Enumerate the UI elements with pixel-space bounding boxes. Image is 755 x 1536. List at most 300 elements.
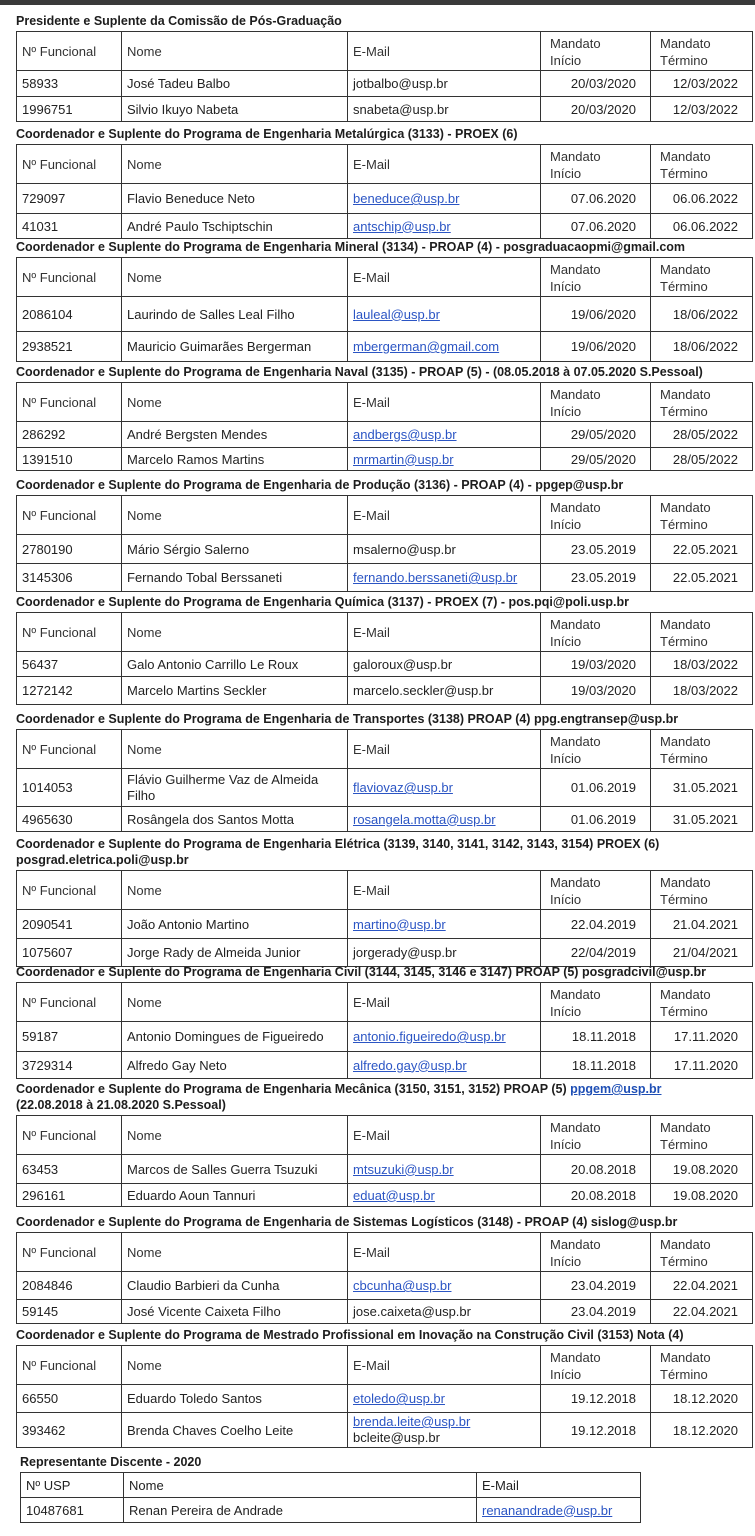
header-text: Término xyxy=(660,517,708,532)
termino-value: 22.05.2021 xyxy=(672,541,738,557)
email-link[interactable]: renanandrade@usp.br xyxy=(482,1502,613,1518)
cell-inicio xyxy=(541,677,651,705)
header-inicio xyxy=(541,1346,651,1385)
nome-value: Jorge Rady de Almeida Junior xyxy=(127,945,301,960)
members-table xyxy=(16,1115,753,1207)
cell-inicio xyxy=(541,214,651,239)
nome-value: Laurindo de Salles Leal Filho xyxy=(127,306,295,322)
nome-value: José Tadeu Balbo xyxy=(127,76,231,91)
header-text: Término xyxy=(660,1254,708,1269)
cell-email xyxy=(348,1052,541,1079)
cell-email xyxy=(348,1385,541,1413)
cell-email xyxy=(348,1272,541,1300)
funcional-value: 729097 xyxy=(22,191,66,206)
cell-email xyxy=(348,297,541,332)
header-termino xyxy=(651,1116,753,1155)
inicio-value: 19.12.2018 xyxy=(570,1391,636,1406)
termino-value: 31.05.2021 xyxy=(672,811,738,827)
email-link[interactable]: fernando.berssaneti@usp.br xyxy=(353,570,518,585)
header-termino xyxy=(651,1346,753,1385)
header-text: Nome xyxy=(127,625,162,640)
cell-nome xyxy=(122,1413,348,1448)
email-link[interactable]: jorgerady@usp.br xyxy=(353,945,457,960)
header-nome xyxy=(122,145,348,184)
cell-inicio xyxy=(541,97,651,122)
cell-termino xyxy=(651,422,753,448)
section-title-text: Coordenador e Suplente do Programa de Engenharia Elétrica (3139, 3140, 3141, 3142, 3143, 3154) PROEX (6) xyxy=(16,837,660,851)
discente-title-text: Representante Discente - 2020 xyxy=(20,1455,202,1469)
discente-title xyxy=(20,1454,755,1470)
email-link[interactable]: marcelo.seckler@usp.br xyxy=(353,683,494,698)
header-text: Nº Funcional xyxy=(22,1358,97,1373)
header-nome xyxy=(122,1233,348,1272)
cell-nome xyxy=(122,535,348,564)
header-text: E-Mail xyxy=(353,625,390,640)
cell-nome xyxy=(122,184,348,214)
inicio-value: 20.08.2018 xyxy=(570,1187,636,1203)
top-border xyxy=(0,0,755,5)
termino-value: 19.08.2020 xyxy=(672,1161,738,1177)
termino-value: 22.04.2021 xyxy=(672,1304,738,1319)
header-text: E-Mail xyxy=(353,1358,390,1373)
nome-value: Galo Antonio Carrillo Le Roux xyxy=(127,656,299,672)
nome-value: Alfredo Gay Neto xyxy=(127,1057,227,1073)
header-email xyxy=(348,383,541,422)
header-email xyxy=(348,496,541,535)
section-title-link[interactable]: ppgem@usp.br xyxy=(570,1082,662,1096)
header-text: Nº Funcional xyxy=(22,270,97,285)
inicio-value: 20.08.2018 xyxy=(570,1161,636,1177)
email-link[interactable]: antschip@usp.br xyxy=(353,218,451,234)
header-termino xyxy=(651,983,753,1022)
table-row xyxy=(17,448,753,471)
funcional-value: 56437 xyxy=(22,656,59,672)
table-header-row xyxy=(17,383,753,422)
header-text: E-Mail xyxy=(353,44,390,59)
inicio-value: 07.06.2020 xyxy=(570,218,636,234)
header-text: Nº Funcional xyxy=(22,883,97,898)
section-title-text: Coordenador e Suplente do Programa de Mestrado Profissional em Inovação na Construção Civil (3153) Nota (4) xyxy=(16,1328,684,1342)
cell-funcional xyxy=(17,769,122,807)
cell-email xyxy=(348,677,541,705)
cell-funcional xyxy=(17,422,122,448)
header-termino xyxy=(651,613,753,652)
header-text: Início xyxy=(550,1254,582,1269)
email-link[interactable]: martino@usp.br xyxy=(353,916,446,932)
cell-inicio xyxy=(541,71,651,97)
email-link[interactable]: galoroux@usp.br xyxy=(353,656,453,672)
email-link[interactable]: eduat@usp.br xyxy=(353,1187,435,1203)
nome-value: Renan Pereira de Andrade xyxy=(129,1502,283,1518)
cell-email xyxy=(348,422,541,448)
members-table xyxy=(16,870,753,967)
termino-value: 28/05/2022 xyxy=(672,451,738,467)
cell-inicio xyxy=(541,297,651,332)
section-title xyxy=(16,836,755,852)
section-title xyxy=(16,964,755,980)
header-text: Mandato xyxy=(660,1237,711,1252)
funcional-value: 66550 xyxy=(22,1391,59,1406)
funcional-value: 1075607 xyxy=(22,945,73,960)
section-title xyxy=(16,1081,755,1097)
inicio-value: 19/06/2020 xyxy=(570,339,636,354)
cell-inicio xyxy=(541,1184,651,1207)
cell-termino xyxy=(651,332,753,362)
cell-inicio xyxy=(541,184,651,214)
cell-funcional xyxy=(17,652,122,677)
cell-email xyxy=(348,652,541,677)
header-inicio xyxy=(541,496,651,535)
cell-email xyxy=(348,910,541,939)
funcional-value: 3145306 xyxy=(22,570,73,585)
section-title-text: Coordenador e Suplente do Programa de Engenharia Metalúrgica (3133) - PROEX (6) xyxy=(16,127,518,141)
discente-section xyxy=(20,1454,755,1523)
cell-nome xyxy=(122,910,348,939)
table-row xyxy=(17,1155,753,1184)
inicio-value: 23.04.2019 xyxy=(570,1278,636,1293)
section-title xyxy=(16,477,755,493)
cell-email xyxy=(348,184,541,214)
header-termino xyxy=(651,145,753,184)
header-text: Início xyxy=(550,1137,582,1152)
header-text: Início xyxy=(550,751,582,766)
header-text: Nº Funcional xyxy=(22,625,97,640)
cell-termino xyxy=(651,1413,753,1448)
table-row xyxy=(17,1413,753,1448)
cell-inicio xyxy=(541,332,651,362)
header-email xyxy=(348,983,541,1022)
section-subtitle-text: posgrad.eletrica.poli@usp.br xyxy=(16,853,189,867)
cell-nome xyxy=(122,769,348,807)
header-text: E-Mail xyxy=(353,270,390,285)
table-row xyxy=(17,677,753,705)
table-row xyxy=(17,939,753,967)
cell-email xyxy=(348,332,541,362)
header-text: Nome xyxy=(127,883,162,898)
termino-value: 17.11.2020 xyxy=(673,1057,738,1073)
program-section xyxy=(16,13,755,122)
header-text: Mandato xyxy=(550,1350,601,1365)
section-title xyxy=(16,239,755,255)
email-secondary[interactable]: bcleite@usp.br xyxy=(353,1430,440,1445)
header-text: Nº Funcional xyxy=(22,157,97,172)
cell-nome xyxy=(122,1385,348,1413)
cell-email xyxy=(348,939,541,967)
termino-value: 12/03/2022 xyxy=(672,101,738,117)
header-inicio xyxy=(541,1116,651,1155)
email-link[interactable]: lauleal@usp.br xyxy=(353,306,440,322)
cell-termino xyxy=(651,297,753,332)
section-title-text: Coordenador e Suplente do Programa de Engenharia Química (3137) - PROEX (7) - pos.pqi@poli.usp.br xyxy=(16,595,629,609)
table-row xyxy=(17,1385,753,1413)
cell-funcional xyxy=(17,1052,122,1079)
cell-inicio xyxy=(541,422,651,448)
funcional-value: 2090541 xyxy=(22,916,73,932)
cell-funcional xyxy=(17,184,122,214)
funcional-value: 1996751 xyxy=(22,101,73,117)
nome-value: André Paulo Tschiptschin xyxy=(127,218,273,234)
header-nome xyxy=(124,1473,477,1498)
cell-funcional xyxy=(17,297,122,332)
members-table xyxy=(16,612,753,705)
header-funcional xyxy=(17,730,122,769)
section-title-text: Coordenador e Suplente do Programa de Engenharia de Sistemas Logísticos (3148) - PROAP (4) sislog@usp.br xyxy=(16,1215,678,1229)
cell-inicio xyxy=(541,910,651,939)
cell-termino xyxy=(651,1300,753,1324)
header-text: Mandato xyxy=(550,36,601,51)
program-section xyxy=(16,126,755,239)
cell-nome xyxy=(122,1272,348,1300)
cell-inicio xyxy=(541,769,651,807)
funcional-value: 1272142 xyxy=(22,683,73,698)
header-nome xyxy=(122,613,348,652)
section-title-text: Coordenador e Suplente do Programa de Engenharia Mineral (3134) - PROAP (4) - posgraduacaopmi@gmail.com xyxy=(16,240,686,254)
header-funcional xyxy=(17,145,122,184)
nome-value: Flávio Guilherme Vaz de Almeida Filho xyxy=(127,771,319,803)
cell-nome xyxy=(122,807,348,832)
cell-nome xyxy=(122,448,348,471)
inicio-value: 01.06.2019 xyxy=(570,780,636,795)
header-inicio xyxy=(541,730,651,769)
termino-value: 19.08.2020 xyxy=(672,1187,738,1203)
inicio-value: 19/03/2020 xyxy=(570,683,636,698)
inicio-value: 23.04.2019 xyxy=(570,1304,636,1319)
section-title-text: Coordenador e Suplente do Programa de Engenharia Mecânica (3150, 3151, 3152) PROAP (5) xyxy=(16,1082,567,1096)
table-header-row xyxy=(17,1233,753,1272)
cell-funcional xyxy=(17,535,122,564)
cell-termino xyxy=(651,214,753,239)
table-header-row xyxy=(17,258,753,297)
table-row xyxy=(17,1022,753,1052)
section-subtitle xyxy=(16,1097,755,1113)
header-text: Término xyxy=(660,166,708,181)
email-link[interactable]: beneduce@usp.br xyxy=(353,191,460,206)
cell-termino xyxy=(651,448,753,471)
table-header-row xyxy=(17,496,753,535)
inicio-value: 22/04/2019 xyxy=(570,945,636,960)
header-text: Mandato xyxy=(660,987,711,1002)
email-link[interactable]: etoledo@usp.br xyxy=(353,1391,445,1406)
section-subtitle xyxy=(16,852,755,868)
termino-value: 31.05.2021 xyxy=(672,780,738,795)
header-text: Início xyxy=(550,1004,582,1019)
funcional-value: 63453 xyxy=(22,1161,59,1177)
program-section xyxy=(16,239,755,362)
header-text: E-Mail xyxy=(353,157,390,172)
section-title xyxy=(16,594,755,610)
nome-value: Antonio Domingues de Figueiredo xyxy=(127,1029,324,1044)
email-link[interactable]: jose.caixeta@usp.br xyxy=(353,1304,471,1319)
cell-inicio xyxy=(541,939,651,967)
nome-value: José Vicente Caixeta Filho xyxy=(127,1304,281,1319)
cell-funcional xyxy=(17,1272,122,1300)
header-email xyxy=(348,613,541,652)
email-link[interactable]: rosangela.motta@usp.br xyxy=(353,811,496,827)
cell-email xyxy=(348,1300,541,1324)
header-text: Nº Funcional xyxy=(22,742,97,757)
funcional-value: 2084846 xyxy=(22,1278,73,1293)
section-subtitle-text: (22.08.2018 à 21.08.2020 S.Pessoal) xyxy=(16,1098,226,1112)
email-link[interactable]: jotbalbo@usp.br xyxy=(353,76,448,91)
cell-termino xyxy=(651,1155,753,1184)
header-funcional xyxy=(17,383,122,422)
nome-value: Eduardo Toledo Santos xyxy=(127,1391,262,1406)
header-text: Término xyxy=(660,1367,708,1382)
header-text: Mandato xyxy=(550,387,601,402)
termino-value: 21.04.2021 xyxy=(672,916,738,932)
header-nome xyxy=(122,496,348,535)
cell-funcional xyxy=(17,1413,122,1448)
email-link[interactable]: msalerno@usp.br xyxy=(353,541,456,557)
table-header-row xyxy=(17,730,753,769)
termino-value: 06.06.2022 xyxy=(672,191,738,206)
cell-termino xyxy=(651,1052,753,1079)
header-termino xyxy=(651,258,753,297)
table-row xyxy=(17,422,753,448)
cell-email xyxy=(348,564,541,592)
header-text: Mandato xyxy=(550,987,601,1002)
termino-value: 17.11.2020 xyxy=(673,1029,738,1044)
header-text: Nome xyxy=(127,395,162,410)
table-header-row xyxy=(17,983,753,1022)
cell-termino xyxy=(651,1184,753,1207)
table-row xyxy=(17,910,753,939)
header-email xyxy=(348,258,541,297)
header-text: Mandato xyxy=(660,36,711,51)
program-section xyxy=(16,1081,755,1207)
cell-termino xyxy=(651,97,753,122)
cell-funcional xyxy=(17,71,122,97)
header-text: Início xyxy=(550,166,582,181)
cell-funcional xyxy=(17,1385,122,1413)
termino-value: 18.12.2020 xyxy=(672,1422,738,1438)
table-row xyxy=(17,769,753,807)
email-link[interactable]: brenda.leite@usp.br xyxy=(353,1414,471,1429)
cell-nome xyxy=(122,297,348,332)
nome-value: Rosângela dos Santos Motta xyxy=(127,811,294,827)
cell-nome xyxy=(122,1155,348,1184)
header-text: Nome xyxy=(127,1358,162,1373)
header-text: Nome xyxy=(127,1128,162,1143)
header-text: Nome xyxy=(129,1477,164,1493)
nome-value: Eduardo Aoun Tannuri xyxy=(127,1187,256,1203)
header-text: E-Mail xyxy=(353,395,390,410)
header-text: Término xyxy=(660,279,708,294)
nusp-value: 10487681 xyxy=(26,1502,84,1518)
cell-email xyxy=(348,1184,541,1207)
members-table xyxy=(16,982,753,1079)
cell-termino xyxy=(651,1272,753,1300)
cell-inicio xyxy=(541,1272,651,1300)
email-link[interactable]: antonio.figueiredo@usp.br xyxy=(353,1029,506,1044)
cell-email xyxy=(348,71,541,97)
members-table xyxy=(16,257,753,362)
cell-inicio xyxy=(541,1413,651,1448)
table-header-row xyxy=(17,32,753,71)
termino-value: 18.12.2020 xyxy=(672,1391,738,1406)
cell-funcional xyxy=(17,97,122,122)
header-text: Início xyxy=(550,1367,582,1382)
header-text: Mandato xyxy=(550,1120,601,1135)
header-text: Nome xyxy=(127,742,162,757)
funcional-value: 2780190 xyxy=(22,541,73,557)
nome-value: Marcelo Martins Seckler xyxy=(127,683,267,698)
section-title xyxy=(16,1214,755,1230)
cell-nome xyxy=(122,939,348,967)
cell-funcional xyxy=(17,1155,122,1184)
table-row xyxy=(17,564,753,592)
funcional-value: 59187 xyxy=(22,1029,59,1044)
email-link[interactable]: andbergs@usp.br xyxy=(353,427,457,442)
header-text: Início xyxy=(550,53,582,68)
inicio-value: 07.06.2020 xyxy=(570,191,636,206)
header-inicio xyxy=(541,871,651,910)
header-text: Mandato xyxy=(660,500,711,515)
header-termino xyxy=(651,871,753,910)
inicio-value: 23.05.2019 xyxy=(570,541,636,557)
email-link[interactable]: mrmartin@usp.br xyxy=(353,451,454,467)
header-inicio xyxy=(541,258,651,297)
email-link[interactable]: snabeta@usp.br xyxy=(353,101,449,117)
program-section xyxy=(16,711,755,832)
cell-email xyxy=(348,535,541,564)
header-text: E-Mail xyxy=(353,995,390,1010)
cell-funcional xyxy=(17,677,122,705)
email-link[interactable]: mtsuzuki@usp.br xyxy=(353,1161,454,1177)
header-text: Mandato xyxy=(550,262,601,277)
cell-nusp xyxy=(21,1498,124,1523)
termino-value: 06.06.2022 xyxy=(672,218,738,234)
inicio-value: 18.11.2018 xyxy=(571,1057,636,1073)
funcional-value: 59145 xyxy=(22,1304,59,1319)
header-text: Nº USP xyxy=(26,1477,71,1493)
header-text: Mandato xyxy=(550,1237,601,1252)
termino-value: 28/05/2022 xyxy=(672,427,738,442)
header-email xyxy=(348,1346,541,1385)
inicio-value: 20/03/2020 xyxy=(570,76,636,91)
header-nome xyxy=(122,258,348,297)
cell-inicio xyxy=(541,807,651,832)
header-funcional xyxy=(17,613,122,652)
cell-termino xyxy=(651,1385,753,1413)
termino-value: 18/03/2022 xyxy=(672,656,738,672)
members-table xyxy=(16,1232,753,1324)
email-link[interactable]: cbcunha@usp.br xyxy=(353,1278,452,1293)
header-text: E-Mail xyxy=(353,508,390,523)
header-termino xyxy=(651,496,753,535)
funcional-value: 286292 xyxy=(22,427,66,442)
cell-termino xyxy=(651,807,753,832)
table-header-row xyxy=(17,1116,753,1155)
table-header-row xyxy=(17,613,753,652)
header-termino xyxy=(651,32,753,71)
cell-termino xyxy=(651,769,753,807)
email-link[interactable]: alfredo.gay@usp.br xyxy=(353,1057,467,1073)
table-header-row xyxy=(17,871,753,910)
email-link[interactable]: flaviovaz@usp.br xyxy=(353,780,453,795)
funcional-value: 2086104 xyxy=(22,306,73,322)
header-text: Mandato xyxy=(550,734,601,749)
header-text: Mandato xyxy=(660,262,711,277)
header-text: Mandato xyxy=(660,875,711,890)
email-link[interactable]: mbergerman@gmail.com xyxy=(353,339,500,354)
section-title xyxy=(16,364,755,380)
header-text: Mandato xyxy=(660,617,711,632)
header-inicio xyxy=(541,613,651,652)
cell-termino xyxy=(651,677,753,705)
termino-value: 18/03/2022 xyxy=(672,683,738,698)
header-text: Nome xyxy=(127,1245,162,1260)
